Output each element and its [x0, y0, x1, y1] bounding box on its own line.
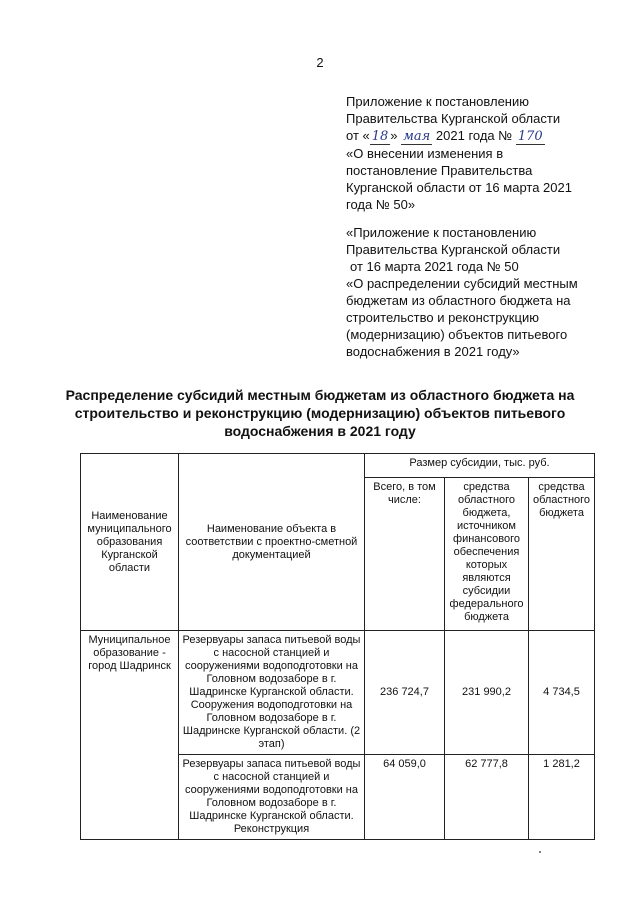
appendix-line: водоснабжения в 2021 году» — [346, 344, 520, 359]
title-line: Распределение субсидий местным бюджетам из областного бюджета на — [65, 387, 575, 403]
header-federal: средства областного бюджета, источником финансового обеспечения которых являются субсидии федерального бюджета — [445, 478, 529, 631]
appendix-line: «О распределении субсидий местным — [346, 276, 578, 291]
table-row — [81, 631, 595, 755]
cell-total: 64 059,0 — [365, 755, 445, 840]
handwritten-day: 18 — [371, 129, 389, 144]
appendix-line: «О внесении изменения в — [346, 146, 504, 161]
cell-object: Резервуары запаса питьевой воды с насосной станцией и сооружениями водоподготовки на Головном водозаборе в г. Шадринске Курганской области. Сооружения водоподготовки на Головном водозаборе в г. Шадринске Курганской области. (2 этап) — [179, 631, 365, 755]
handwritten-number: 170 — [517, 129, 543, 144]
handwritten-month: мая — [403, 129, 431, 144]
date-mid: » — [390, 128, 398, 143]
appendix-line: от 16 марта 2021 года № 50 — [350, 259, 519, 274]
cell-total: 236 724,7 — [365, 631, 445, 755]
appendix-line: (модернизацию) объектов питьевого — [346, 327, 568, 342]
page-number: 2 — [316, 55, 324, 70]
header-subsidy-group: Размер субсидии, тыс. руб. — [365, 454, 595, 478]
header-total: Всего, в том числе: — [365, 478, 445, 631]
appendix-line: Правительства Курганской области — [346, 242, 561, 257]
table-header-row — [81, 454, 595, 478]
title-line: строительство и реконструкцию (модернизацию) объектов питьевого — [74, 405, 566, 421]
date-prefix: от « — [346, 128, 370, 143]
scan-speck — [539, 851, 541, 853]
appendix-line: «Приложение к постановлению — [346, 225, 537, 240]
cell-object: Резервуары запаса питьевой воды с насосной станцией и сооружениями водоподготовки на Головном водозаборе в г. Шадринске Курганской области. Реконструкция — [179, 755, 365, 840]
appendix-line: Приложение к постановлению — [346, 94, 529, 109]
title-line: водоснабжения в 2021 году — [224, 423, 416, 439]
appendix-date-line — [346, 127, 616, 145]
date-suffix: 2021 года № — [432, 128, 513, 143]
appendix-line: постановление Правительства — [346, 163, 533, 178]
subsidy-table — [80, 453, 595, 840]
appendix-header-amendment — [346, 93, 616, 213]
appendix-line: бюджетам из областного бюджета на — [346, 293, 571, 308]
appendix-line: года № 50» — [346, 197, 416, 212]
cell-municipality: Муниципальное образование - город Шадринск — [81, 631, 179, 840]
cell-federal: 231 990,2 — [445, 631, 529, 755]
header-object: Наименование объекта в соответствии с проектно-сметной документацией — [179, 454, 365, 631]
header-regional: средства областного бюджета — [529, 478, 595, 631]
header-municipality: Наименование муниципального образования Курганской области — [81, 454, 179, 631]
appendix-line: строительство и реконструкцию — [346, 310, 539, 325]
document-title — [60, 386, 580, 440]
appendix-line: Курганской области от 16 марта 2021 — [346, 180, 572, 195]
appendix-header-original — [346, 224, 616, 360]
appendix-line: Правительства Курганской области — [346, 111, 561, 126]
cell-federal: 62 777,8 — [445, 755, 529, 840]
cell-regional: 4 734,5 — [529, 631, 595, 755]
cell-regional: 1 281,2 — [529, 755, 595, 840]
